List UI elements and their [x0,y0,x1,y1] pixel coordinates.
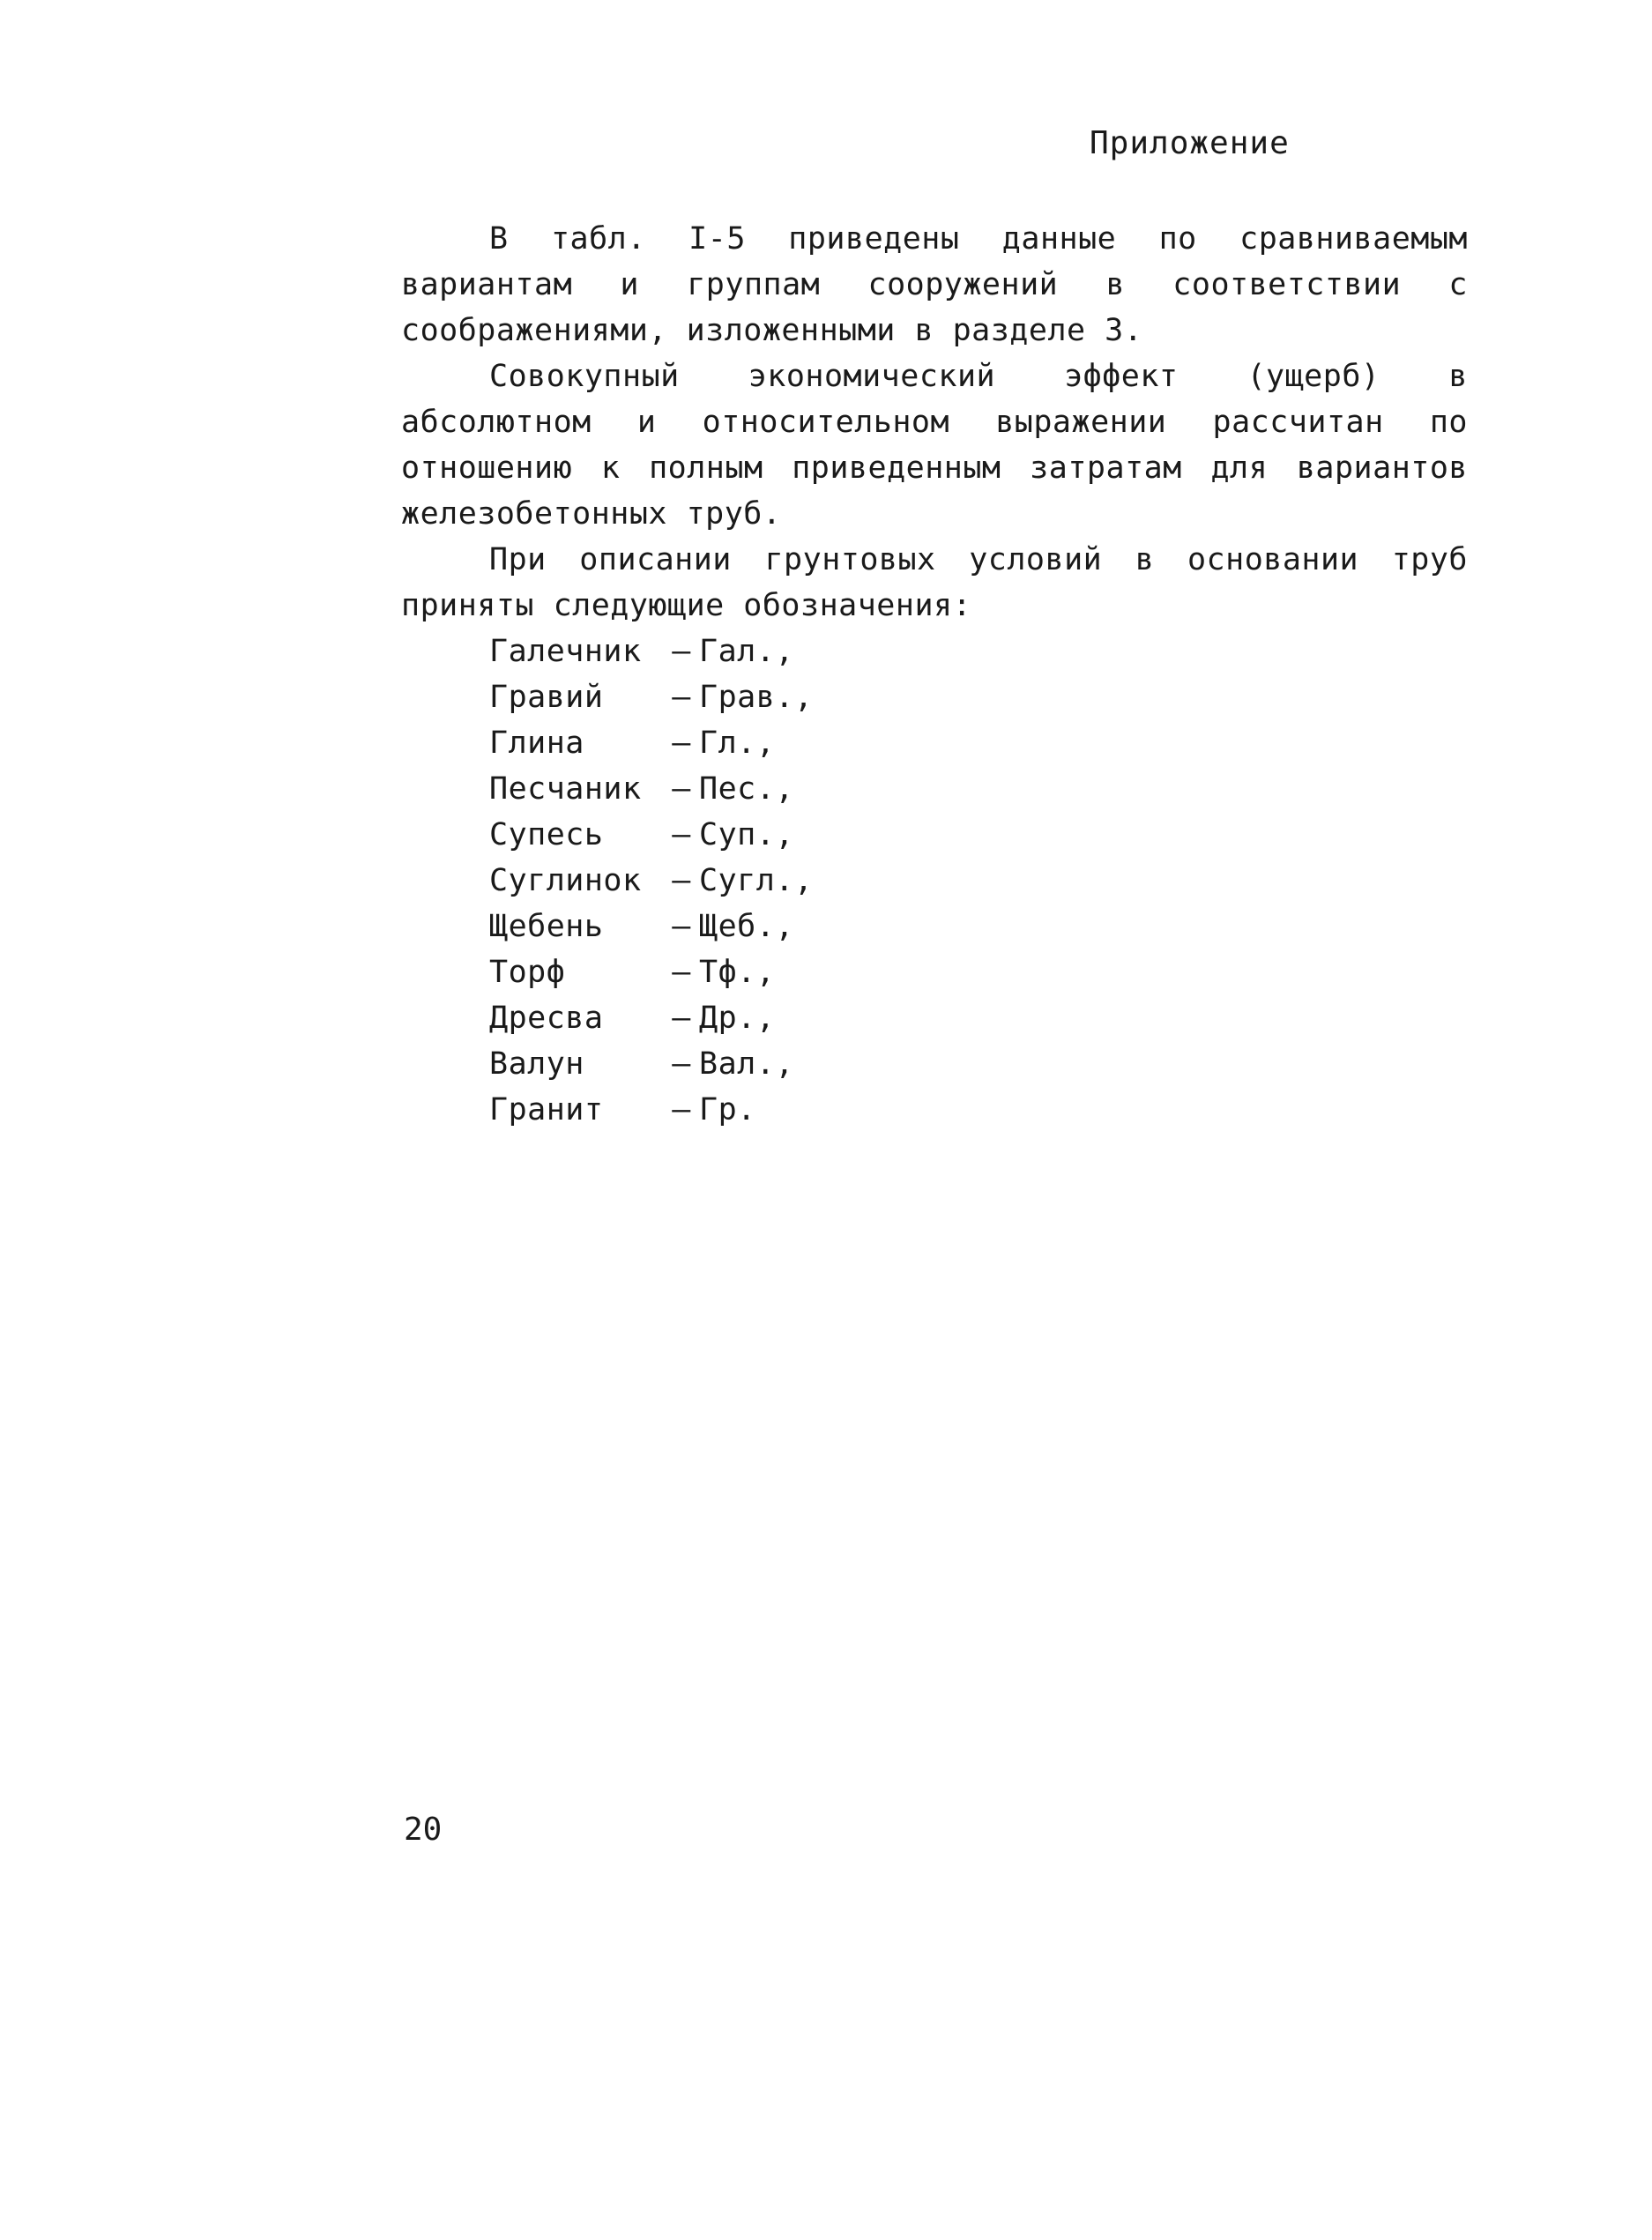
soil-abbreviation: Гал., [699,634,794,669]
soil-term: Глина [489,726,584,761]
soil-abbreviation: Суп., [699,817,794,852]
list-item [489,674,813,720]
soil-term: Торф [489,955,566,990]
list-item [489,949,813,995]
soil-abbreviation: Щеб., [699,909,794,944]
list-item [489,904,813,949]
dash: – [672,634,691,669]
paragraph-soil-notation: При описании грунтовых условий в основании труб приняты следующие обозначения: [401,542,1468,623]
dash: – [672,817,691,852]
body-text [401,216,1468,1133]
soil-term: Щебень [489,909,604,944]
soil-term: Супесь [489,817,604,852]
dash: – [672,955,691,990]
soil-abbreviation: Пес., [699,771,794,807]
soil-term: Гравий [489,680,604,715]
list-item [489,766,813,812]
appendix-heading: Приложение [1090,125,1290,161]
soil-abbreviation-list [489,629,813,1133]
soil-term: Суглинок [489,863,642,898]
dash: – [672,771,691,807]
soil-abbreviation: Грав., [699,680,814,715]
soil-term: Песчаник [489,771,642,807]
soil-term: Валун [489,1046,584,1082]
soil-abbreviation: Вал., [699,1046,794,1082]
dash: – [672,726,691,761]
list-item [489,1087,813,1133]
soil-abbreviation: Сугл., [699,863,814,898]
paragraph-tables-intro: В табл. I-5 приведены данные по сравниваемым вариантам и группам сооружений в соответствии с соображениями, изложенными в разделе 3. [401,221,1468,348]
dash: – [672,1092,691,1127]
soil-term: Дресва [489,1001,604,1036]
soil-term: Гранит [489,1092,604,1127]
dash: – [672,1001,691,1036]
soil-abbreviation: Др., [699,1001,776,1036]
dash: – [672,863,691,898]
list-item [489,858,813,904]
dash: – [672,680,691,715]
page-number: 20 [404,1812,443,1848]
list-item [489,995,813,1041]
soil-term: Галечник [489,634,642,669]
dash: – [672,909,691,944]
paragraph-economic-effect: Совокупный экономический эффект (ущерб) в абсолютном и относительном выражении рассчитан по отношению к полным приведенным затратам для вариантов железобетонных труб. [401,359,1468,532]
list-item [489,812,813,858]
list-item [489,629,813,674]
soil-abbreviation: Гр. [699,1092,756,1127]
soil-abbreviation: Гл., [699,726,776,761]
list-item [489,1041,813,1087]
soil-abbreviation: Тф., [699,955,776,990]
dash: – [672,1046,691,1082]
list-item [489,720,813,766]
